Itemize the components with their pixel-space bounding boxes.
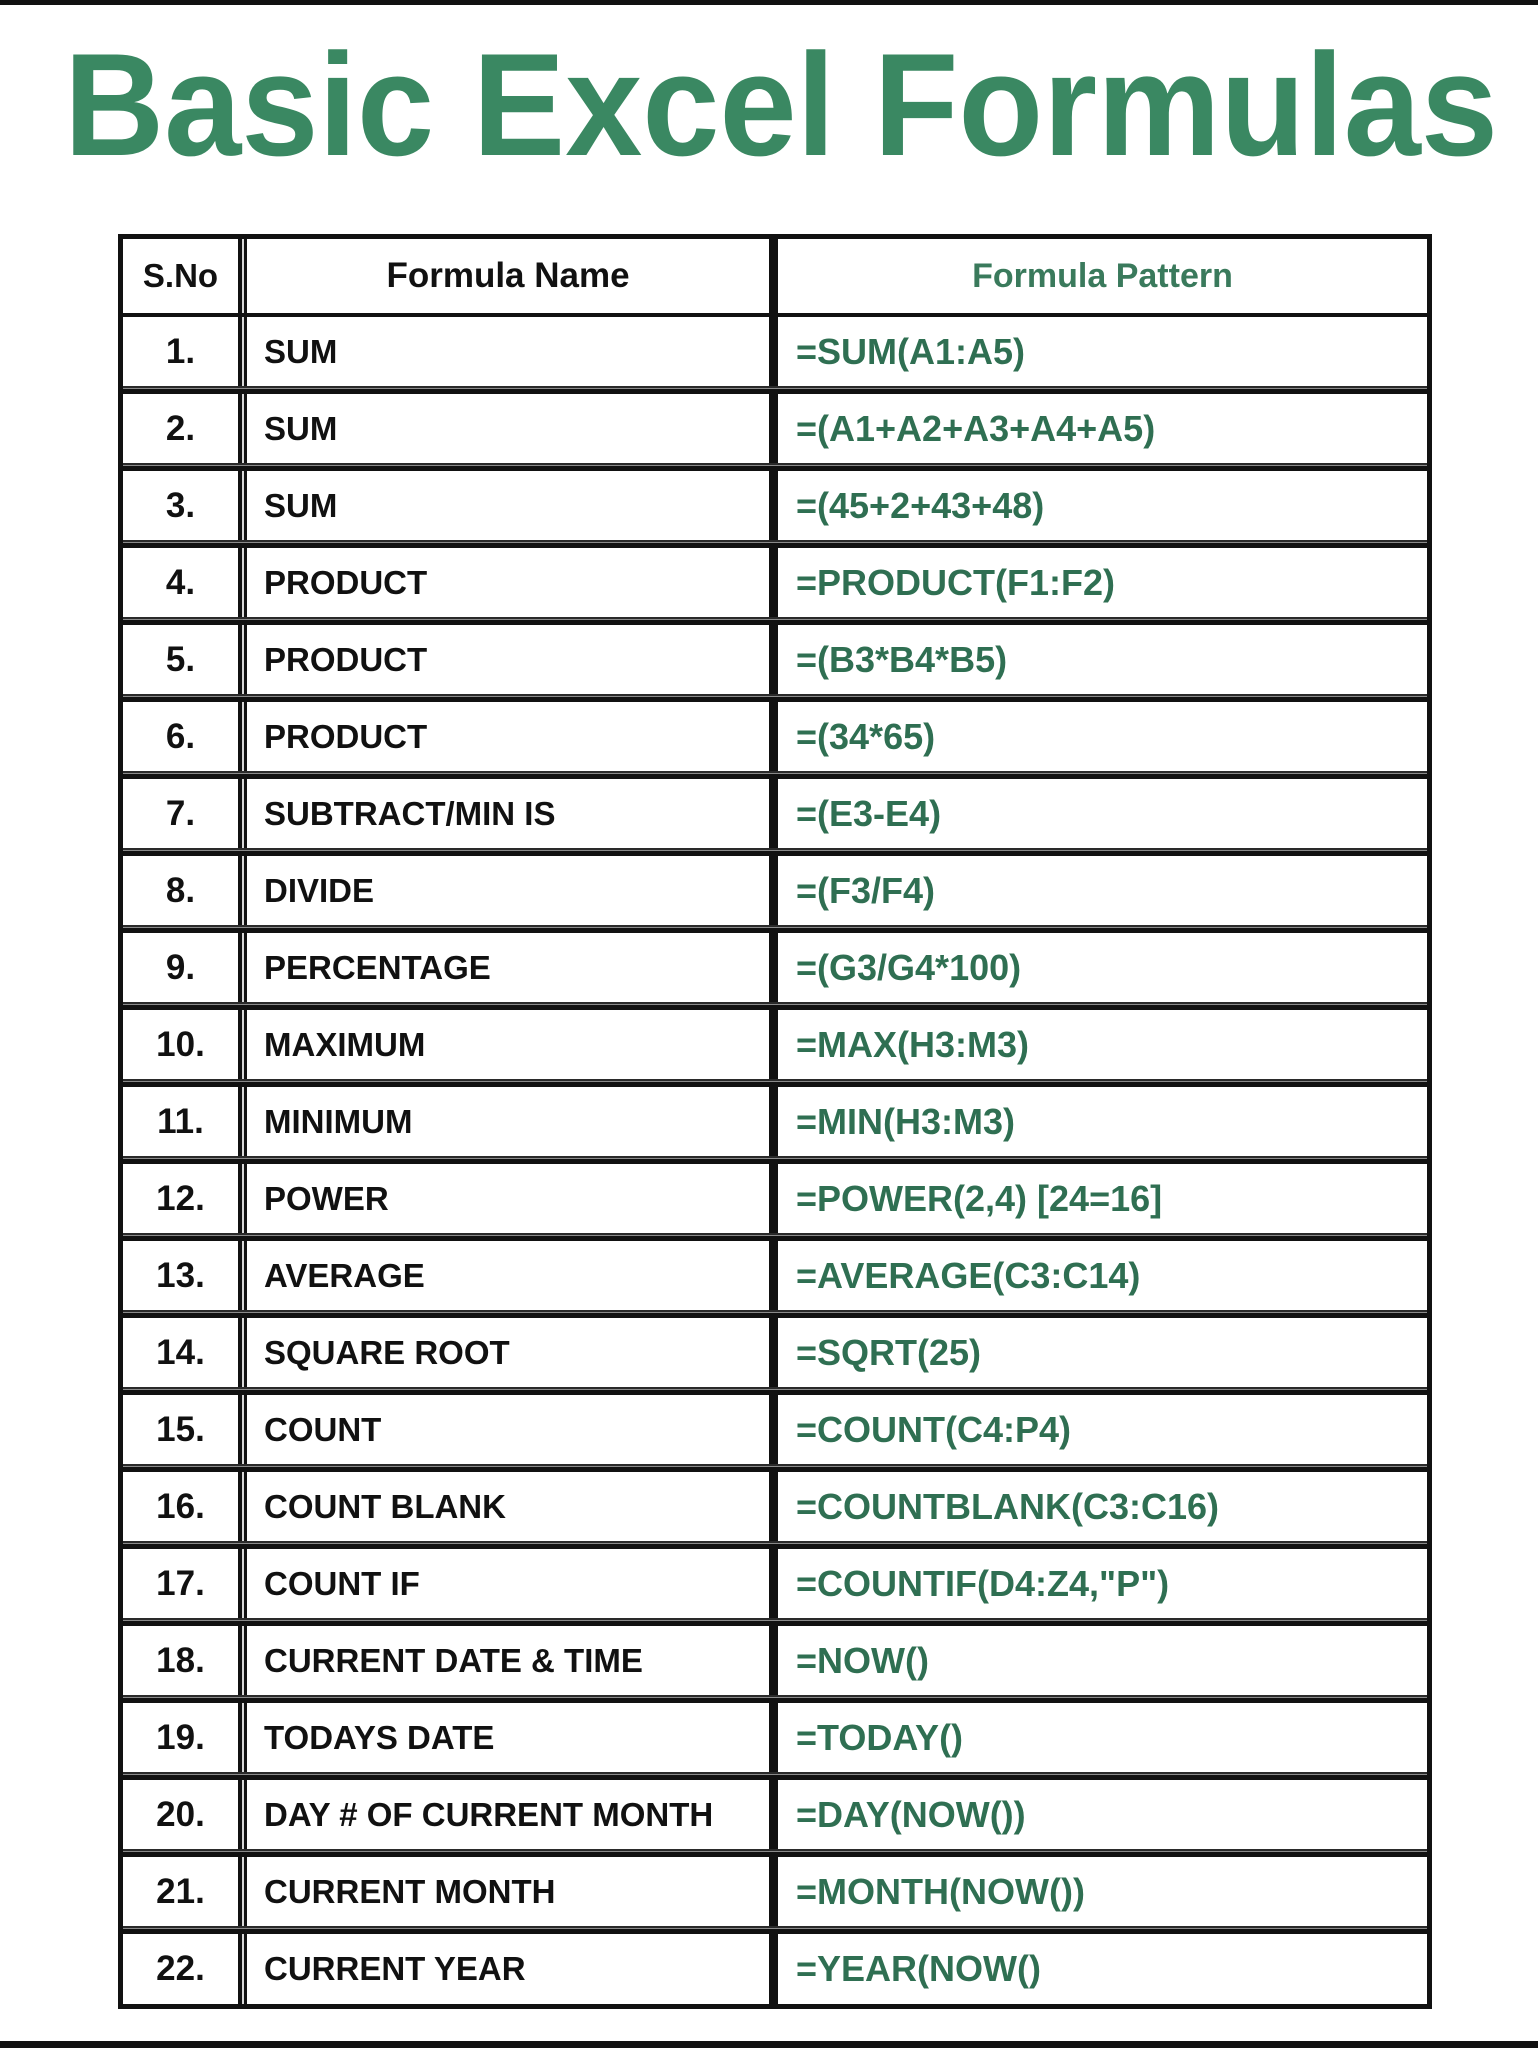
header-sno: S.No — [142, 257, 219, 294]
row-divider-line — [123, 1926, 1427, 1934]
row-formula-pattern: =DAY(NOW()) — [796, 1793, 1026, 1835]
row-sno: 19. — [156, 1717, 205, 1757]
row-divider-line — [123, 540, 1427, 548]
row-formula-pattern: =(G3/G4*100) — [796, 946, 1022, 988]
row-divider-line — [123, 463, 1427, 471]
title-graphic — [0, 0, 1538, 200]
row-formula-pattern: =(A1+A2+A3+A4+A5) — [796, 407, 1156, 449]
row-formula-pattern: =SQRT(25) — [796, 1331, 982, 1373]
row-formula-name: TODAYS DATE — [264, 1718, 495, 1756]
row-formula-name: PRODUCT — [264, 640, 428, 678]
row-formula-name: DAY # OF CURRENT MONTH — [264, 1795, 714, 1833]
row-divider-line — [123, 1156, 1427, 1164]
row-formula-name: CURRENT MONTH — [264, 1872, 556, 1910]
row-formula-pattern: =(45+2+43+48) — [796, 484, 1045, 526]
row-sno: 5. — [165, 639, 196, 679]
page-title: Basic Excel Formulas — [64, 23, 1498, 186]
row-formula-name: SUM — [264, 332, 338, 370]
header-divider-line — [123, 313, 1427, 317]
row-formula-name: PERCENTAGE — [264, 948, 491, 986]
row-formula-pattern: =MIN(H3:M3) — [796, 1100, 1016, 1142]
header-formula-name: Formula Name — [386, 256, 630, 295]
row-formula-pattern: =(34*65) — [796, 715, 936, 757]
row-sno: 21. — [156, 1871, 205, 1911]
column-divider-name — [769, 239, 778, 2004]
row-formula-name: MAXIMUM — [264, 1025, 426, 1063]
row-sno: 7. — [165, 793, 196, 833]
row-sno: 8. — [165, 870, 196, 910]
row-sno: 13. — [156, 1255, 205, 1295]
row-formula-pattern: =COUNTBLANK(C3:C16) — [796, 1485, 1220, 1527]
row-divider-line — [123, 1464, 1427, 1472]
row-divider-line — [123, 617, 1427, 625]
row-formula-pattern: =PRODUCT(F1:F2) — [796, 561, 1116, 603]
row-divider-line — [123, 1310, 1427, 1318]
row-formula-name: POWER — [264, 1179, 389, 1217]
row-sno: 16. — [156, 1486, 205, 1526]
header-formula-pattern: Formula Pattern — [972, 256, 1233, 295]
row-formula-pattern: =SUM(A1:A5) — [796, 330, 1026, 372]
row-sno: 6. — [165, 716, 196, 756]
row-sno: 3. — [165, 485, 196, 525]
column-divider-sno — [238, 239, 247, 2004]
row-divider-line — [123, 386, 1427, 394]
row-formula-pattern: =NOW() — [796, 1639, 929, 1681]
row-sno: 14. — [156, 1332, 205, 1372]
row-formula-name: AVERAGE — [264, 1256, 425, 1294]
row-formula-pattern: =TODAY() — [796, 1716, 964, 1758]
row-sno: 4. — [165, 562, 196, 602]
row-divider-line — [123, 694, 1427, 702]
row-divider-line — [123, 1541, 1427, 1549]
row-divider-line — [123, 1695, 1427, 1703]
row-sno: 9. — [165, 947, 196, 987]
row-formula-name: CURRENT YEAR — [264, 1949, 526, 1987]
row-divider-line — [123, 1002, 1427, 1010]
row-formula-name: PRODUCT — [264, 563, 428, 601]
row-sno: 20. — [156, 1794, 205, 1834]
row-sno: 17. — [156, 1563, 205, 1603]
row-formula-name: CURRENT DATE & TIME — [264, 1641, 643, 1679]
row-formula-pattern: =(E3-E4) — [796, 792, 942, 834]
row-divider-line — [123, 1772, 1427, 1780]
row-formula-pattern: =MAX(H3:M3) — [796, 1023, 1030, 1065]
row-divider-line — [123, 925, 1427, 933]
row-formula-pattern: =COUNT(C4:P4) — [796, 1408, 1072, 1450]
bottom-border-bar — [0, 2041, 1538, 2048]
row-sno: 22. — [156, 1948, 205, 1988]
formula-table — [118, 234, 1432, 2009]
row-sno: 12. — [156, 1178, 205, 1218]
row-formula-name: SUM — [264, 409, 338, 447]
row-sno: 15. — [156, 1409, 205, 1449]
row-formula-name: PRODUCT — [264, 717, 428, 755]
row-formula-name: COUNT IF — [264, 1564, 420, 1602]
row-divider-line — [123, 1079, 1427, 1087]
row-divider-line — [123, 1849, 1427, 1857]
row-sno: 1. — [165, 331, 196, 371]
row-formula-pattern: =AVERAGE(C3:C14) — [796, 1254, 1141, 1296]
row-sno: 2. — [165, 408, 196, 448]
row-formula-name: COUNT BLANK — [264, 1487, 506, 1525]
row-formula-pattern: =(B3*B4*B5) — [796, 638, 1008, 680]
row-formula-name: MINIMUM — [264, 1102, 413, 1140]
row-sno: 18. — [156, 1640, 205, 1680]
row-divider-line — [123, 771, 1427, 779]
row-formula-name: SUM — [264, 486, 338, 524]
row-formula-name: DIVIDE — [264, 871, 375, 909]
row-formula-name: SQUARE ROOT — [264, 1333, 510, 1371]
row-divider-line — [123, 1233, 1427, 1241]
row-formula-pattern: =POWER(2,4) [24=16] — [796, 1177, 1163, 1219]
row-formula-pattern: =MONTH(NOW()) — [796, 1870, 1085, 1912]
row-divider-line — [123, 848, 1427, 856]
row-formula-name: SUBTRACT/MIN IS — [264, 794, 556, 832]
row-formula-pattern: =COUNTIF(D4:Z4,"P") — [796, 1562, 1170, 1604]
row-divider-line — [123, 1618, 1427, 1626]
row-sno: 11. — [157, 1101, 204, 1141]
row-sno: 10. — [156, 1024, 205, 1064]
row-divider-line — [123, 1387, 1427, 1395]
row-formula-name: COUNT — [264, 1410, 382, 1448]
row-formula-pattern: =(F3/F4) — [796, 869, 936, 911]
row-formula-pattern: =YEAR(NOW() — [796, 1947, 1041, 1989]
